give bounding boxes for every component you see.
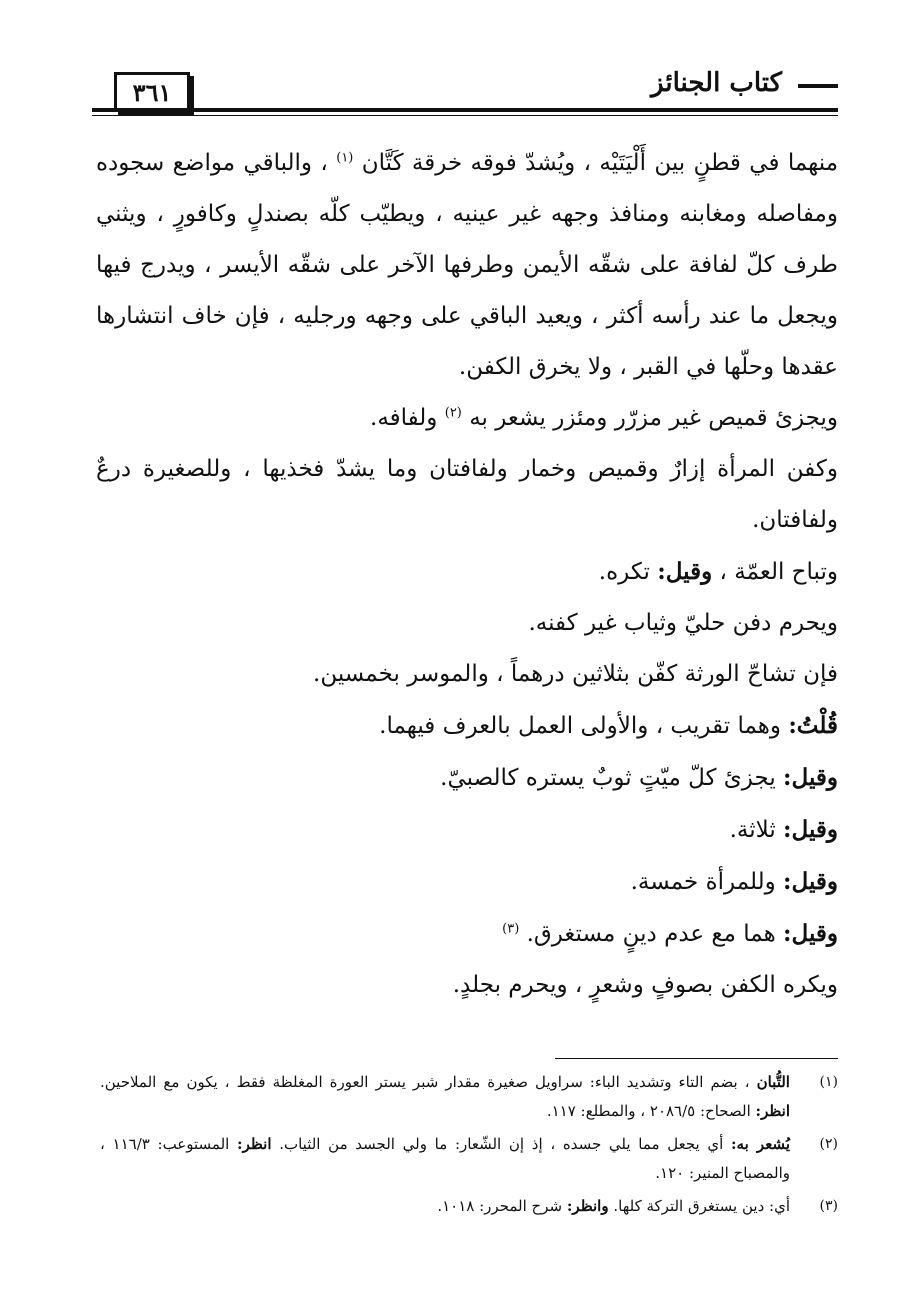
paragraph-10-text: وللمرأة خمسة. — [630, 869, 776, 895]
paragraph-1-text-b: ، والباقي مواضع سجوده ومفاصله ومغابنه ومنافذ وجهه غير عينيه ، ويطيّب كلّه بصندلٍ وكافورٍ ، ويثني طرف كلّ لفافة على شقّه الأيمن وطرفها الآخر على شقّه الأيسر ، ويدرج فيها ويجعل ما عند رأسه أكثر ، ويعيد الباقي على وجهه ورجليه ، فإن خاف انتشارها عقدها وحلّها في القبر ، ولا يخرق الكفن. — [96, 150, 838, 380]
footnote-number: (٣) — [819, 1198, 838, 1214]
paragraph-8-text: يجزئ كلّ ميّتٍ ثوبٌ يستره كالصبيّ. — [440, 765, 776, 791]
paragraph-5: ويحرم دفن حليّ وثياب غير كفنه. — [528, 610, 838, 636]
paragraph-11-text: هما مع عدم دينٍ مستغرق. — [526, 921, 776, 947]
paragraph-6: فإن تشاحّ الورثة كفّن بثلاثين درهماً ، والموسر بخمسين. — [313, 661, 838, 687]
footnote-term: يُشعر به: — [731, 1135, 790, 1153]
paragraph-7 — [96, 700, 838, 752]
header-rule — [92, 108, 838, 112]
paragraph-2-text-b: ولفافه. — [370, 405, 438, 431]
footnote-ref-2[interactable]: (٢) — [444, 405, 462, 421]
opinion-marker: وقيل: — [657, 558, 713, 585]
main-text — [96, 138, 838, 1011]
paragraph-4-text-a: وتباح العمّة ، — [719, 559, 838, 585]
paragraph-4 — [96, 546, 838, 598]
footnote-text: ، بضم التاء وتشديد الباء: سراويل صغيرة مقدار شبر يستر العورة المغلظة فقط ، يكون مع الملاحين. — [100, 1073, 750, 1091]
footnote-text: أي يجعل مما يلي جسده ، إذ إن الشّعار: ما ولي الجسد من الثياب. — [279, 1135, 724, 1153]
author-note-marker: قُلْتُ: — [788, 712, 838, 739]
footnote-separator — [555, 1058, 838, 1059]
paragraph-2 — [96, 393, 838, 444]
footnote-see-label: وانظر: — [566, 1197, 609, 1215]
paragraph-11 — [96, 908, 838, 960]
footnote-see-label: انظر: — [755, 1102, 790, 1120]
header-rule-thin — [92, 115, 838, 116]
footnote-number: (٢) — [819, 1136, 838, 1152]
paragraph-9-text: ثلاثة. — [729, 817, 776, 843]
footnote-3 — [100, 1192, 838, 1221]
opinion-marker: وقيل: — [783, 868, 838, 895]
footnote-1 — [100, 1068, 838, 1126]
paragraph-3: وكفن المرأة إزارٌ وقميص وخمار ولفافتان وما يشدّ فخذيها ، وللصغيرة درعٌ ولفافتان. — [96, 456, 838, 533]
footnote-ref-3[interactable]: (٣) — [502, 921, 520, 937]
paragraph-9 — [96, 804, 838, 856]
paragraph-7-text: وهما تقريب ، والأولى العمل بالعرف فيهما. — [379, 713, 781, 739]
footnote-2 — [100, 1130, 838, 1188]
opinion-marker: وقيل: — [783, 816, 838, 843]
paragraph-2-text-a: ويجزئ قميص غير مزرّر ومئزر يشعر به — [469, 405, 838, 431]
footnote-text: أي: دين يستغرق التركة كلها. — [613, 1197, 790, 1215]
footnote-number: (١) — [819, 1074, 838, 1090]
paragraph-1 — [96, 138, 838, 393]
paragraph-1-text-a: منهما في قطنٍ بين أَلْيَتَيْه ، ويُشدّ فوقه خرقة كَتَّان — [361, 150, 839, 176]
footnote-see-label: انظر: — [237, 1135, 272, 1153]
footnotes — [100, 1068, 838, 1225]
paragraph-4-text-b: تكره. — [598, 559, 650, 585]
opinion-marker: وقيل: — [783, 764, 838, 791]
footnote-reference: المستوعب: ١١٦/٣ ، والمصباح المنير: ١٢٠. — [100, 1135, 790, 1182]
footnote-reference: الصحاح: ٢٠٨٦/٥ ، والمطلع: ١١٧. — [546, 1102, 751, 1120]
page-header — [92, 64, 838, 120]
paragraph-8 — [96, 752, 838, 804]
footnote-term: التُّبان — [756, 1073, 790, 1091]
chapter-title: كتاب الجنائز — [643, 68, 790, 98]
opinion-marker: وقيل: — [783, 920, 838, 947]
footnote-ref-1[interactable]: (١) — [336, 150, 354, 166]
paragraph-12: ويكره الكفن بصوفٍ وشعرٍ ، ويحرم بجلدٍ. — [452, 972, 838, 998]
page-number: ٣٦١ — [114, 72, 190, 112]
footnote-reference: شرح المحرر: ١٠١٨. — [437, 1197, 563, 1215]
header-dash — [798, 84, 838, 88]
paragraph-10 — [96, 856, 838, 908]
